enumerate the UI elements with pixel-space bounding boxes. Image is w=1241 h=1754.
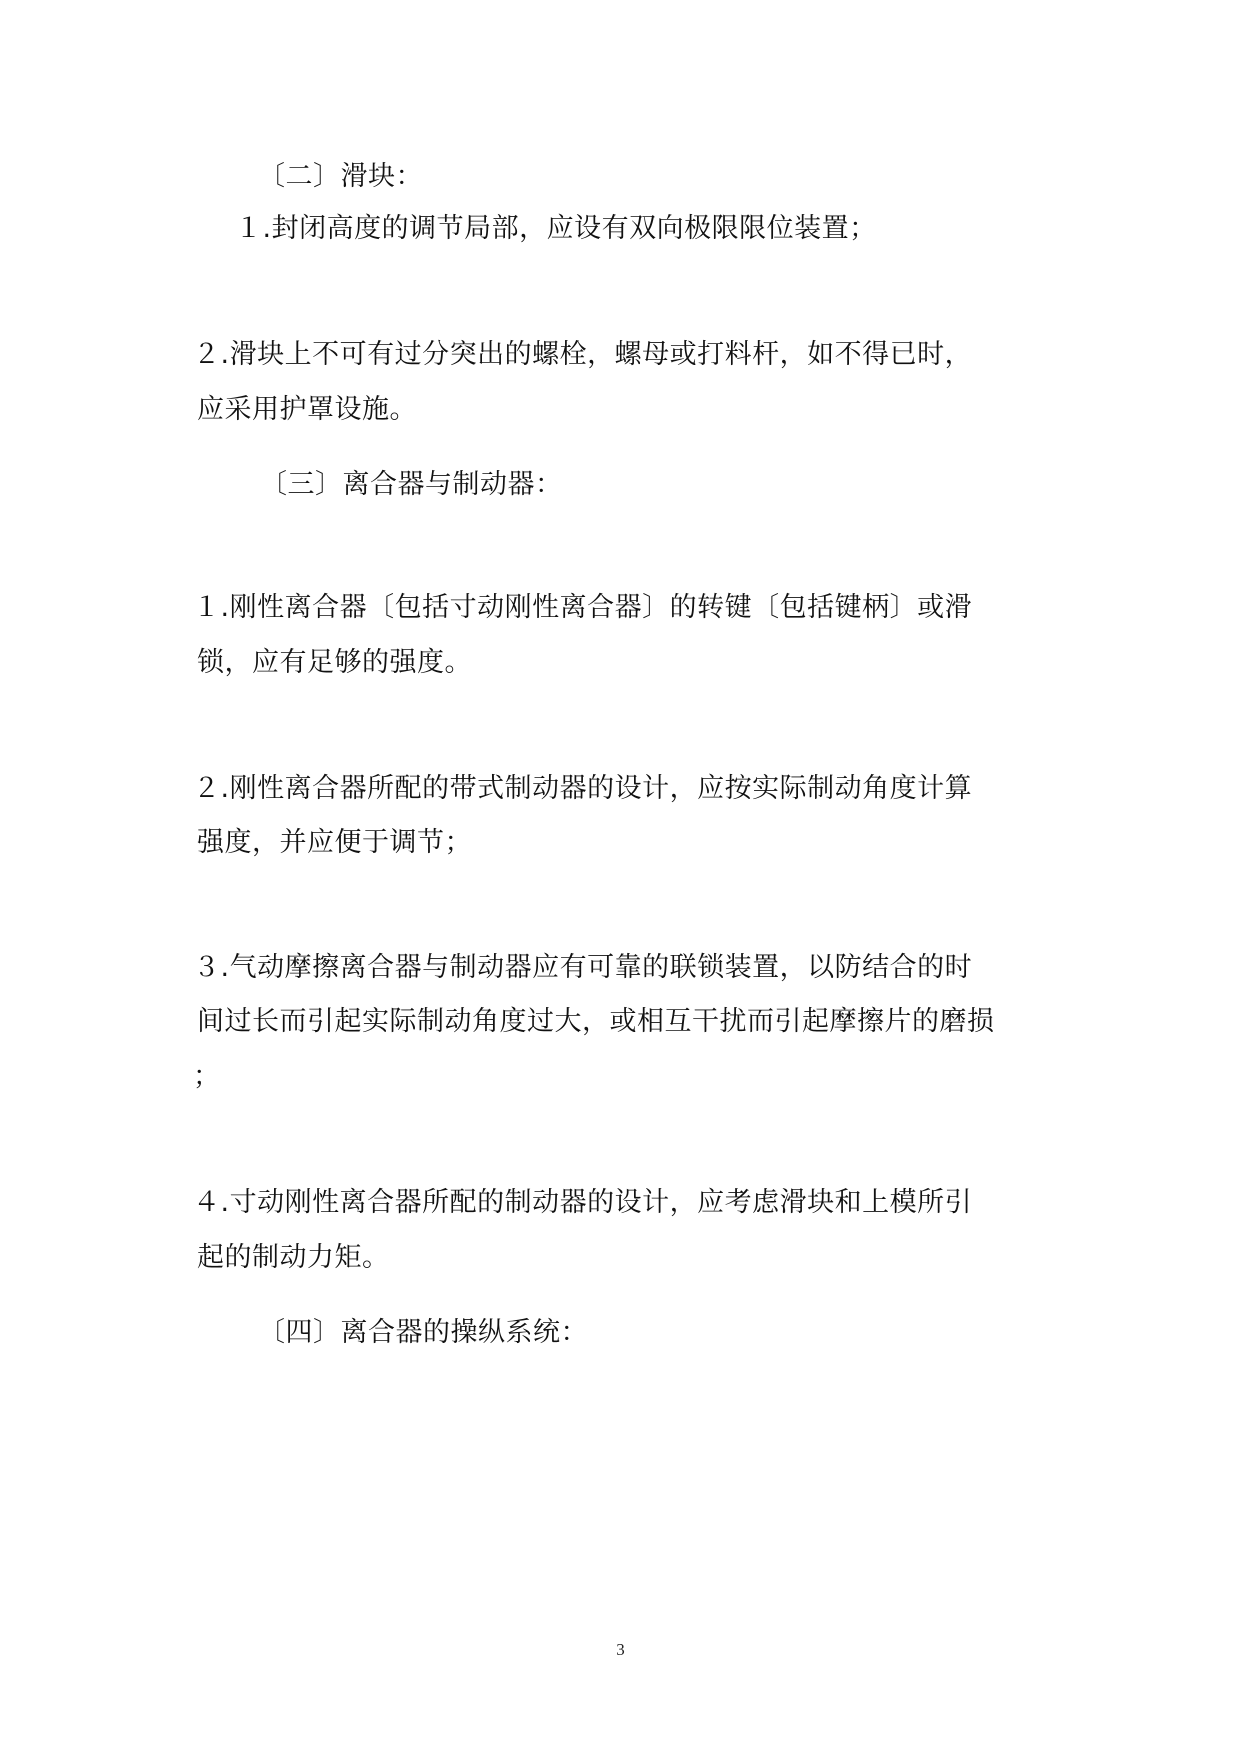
section-heading-clutch-control: 〔四〕离合器的操纵系统： [258, 1317, 588, 1348]
section-heading-clutch-brake: 〔三〕离合器与制动器： [260, 469, 563, 500]
paragraph-line: １.封闭高度的调节局部，应设有双向极限限位装置； [235, 213, 877, 244]
paragraph-line: ３.气动摩擦离合器与制动器应有可靠的联锁装置，以防结合的时 [193, 952, 973, 983]
paragraph-line: 锁，应有足够的强度。 [197, 647, 472, 678]
paragraph-line: ２.刚性离合器所配的带式制动器的设计，应按实际制动角度计算 [193, 773, 973, 804]
paragraph-line: 强度，并应便于调节； [197, 827, 472, 858]
paragraph-line: １.刚性离合器〔包括寸动刚性离合器〕的转键〔包括键柄〕或滑 [193, 592, 973, 623]
paragraph-line: 起的制动力矩。 [197, 1242, 390, 1273]
paragraph-line: ； [193, 1061, 221, 1092]
paragraph-line: ２.滑块上不可有过分突出的螺栓，螺母或打料杆，如不得已时， [193, 339, 973, 370]
paragraph-line: ４.寸动刚性离合器所配的制动器的设计，应考虑滑块和上模所引 [193, 1187, 973, 1218]
paragraph-line: 应采用护罩设施。 [197, 394, 417, 425]
paragraph-line: 间过长而引起实际制动角度过大，或相互干扰而引起摩擦片的磨损 [197, 1006, 995, 1037]
section-heading-slider: 〔二〕滑块： [258, 161, 423, 192]
page-number: 3 [616, 1640, 625, 1659]
